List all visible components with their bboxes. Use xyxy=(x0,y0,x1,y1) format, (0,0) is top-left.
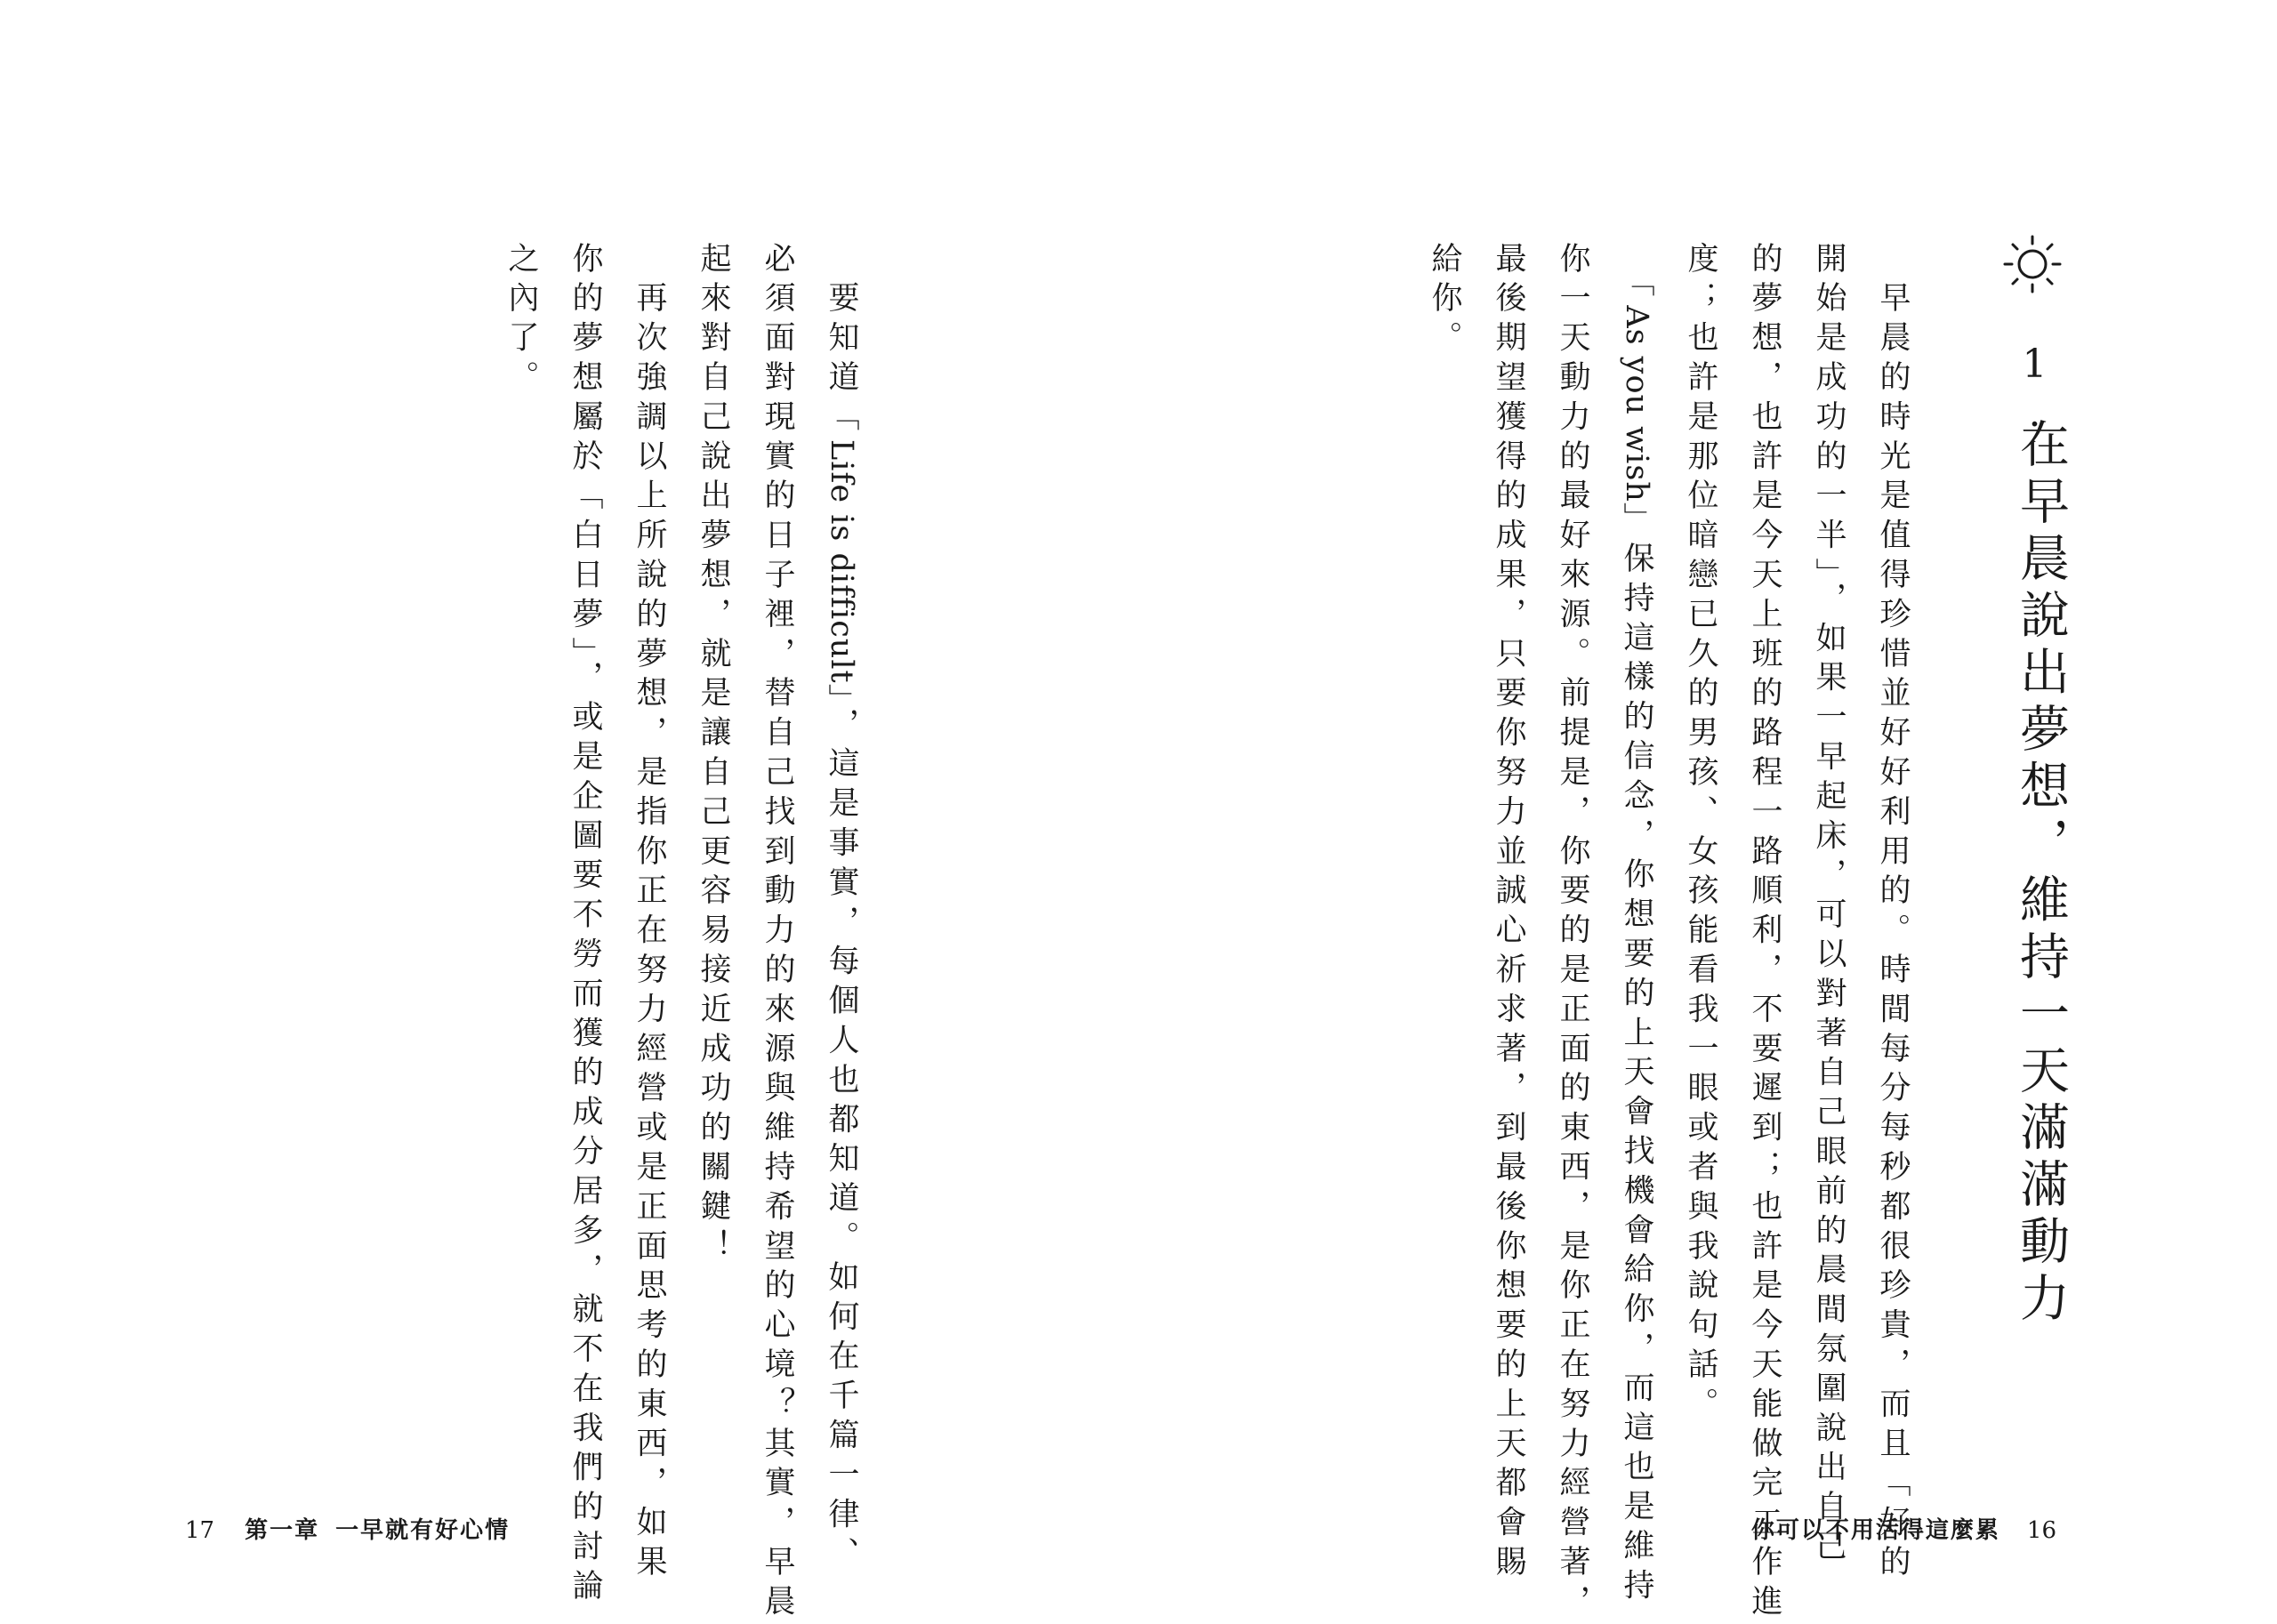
latin-text: Life is difficult xyxy=(824,439,859,684)
running-title: 你可以不用活得這麼累 xyxy=(1750,1517,2000,1544)
running-title: 一早就有好心情 xyxy=(335,1517,511,1544)
text-column: 再次強調以上所說的夢想，是指你正在努力經營或是正面思考的東西，如果 xyxy=(632,242,667,1585)
page-number: 16 xyxy=(2026,1517,2056,1544)
latin-text: As you wish xyxy=(1619,305,1654,502)
text-column: 你一天動力的最好來源。前提是，你要的是正面的東西，是你正在努力經營著， xyxy=(1555,242,1590,1624)
text-column: 你的夢想屬於「白日夢」，或是企圖要不勞而獲的成分居多，就不在我們的討論 xyxy=(567,242,603,1609)
text-column: 早晨的時光是值得珍惜並好好利用的。時間每分每秒都很珍貴，而且「好的 xyxy=(1875,242,1911,1585)
chapter-number: 1. xyxy=(2012,342,2057,439)
chapter-title: 在早晨說出夢想，維持一天滿滿動力 xyxy=(2012,418,2070,1329)
text-column: 給你。 xyxy=(1427,242,1462,361)
text-column: 的夢想，也許是今天上班的路程一路順利，不要遲到；也許是今天能做完工作進 xyxy=(1747,242,1782,1624)
page-footer-right xyxy=(1751,1519,2056,1542)
text-column: 必須面對現實的日子裡，替自己找到動力的來源與維持希望的心境？其實，早晨 xyxy=(760,242,795,1624)
text-column: 起來對自己說出夢想，就是讓自己更容易接近成功的關鍵！ xyxy=(696,242,731,1269)
text-column: 度；也許是那位暗戀已久的男孩、女孩能看我一眼或者與我說句話。 xyxy=(1683,242,1718,1427)
page-number: 17 xyxy=(185,1517,215,1544)
text-column: 最後期望獲得的成果，只要你努力並誠心祈求著，到最後你想要的上天都會賜 xyxy=(1491,242,1526,1585)
page-footer-left xyxy=(185,1519,510,1542)
text-column: 要知道「Life is difficult」，這是事實，每個人也都知道。如何在千篇一律、 xyxy=(824,242,859,1577)
text-column: 之內了。 xyxy=(503,242,539,400)
sun-icon xyxy=(2001,233,2064,295)
running-title-chapter: 第一章 xyxy=(245,1517,320,1544)
text-column: 開始是成功的一半」，如果一早起床，可以對著自己眼前的晨間氛圍說出自己 xyxy=(1811,242,1847,1570)
text-column: 「As you wish」保持這樣的信念，你想要的上天會找機會給你，而這也是維持 xyxy=(1619,242,1654,1609)
